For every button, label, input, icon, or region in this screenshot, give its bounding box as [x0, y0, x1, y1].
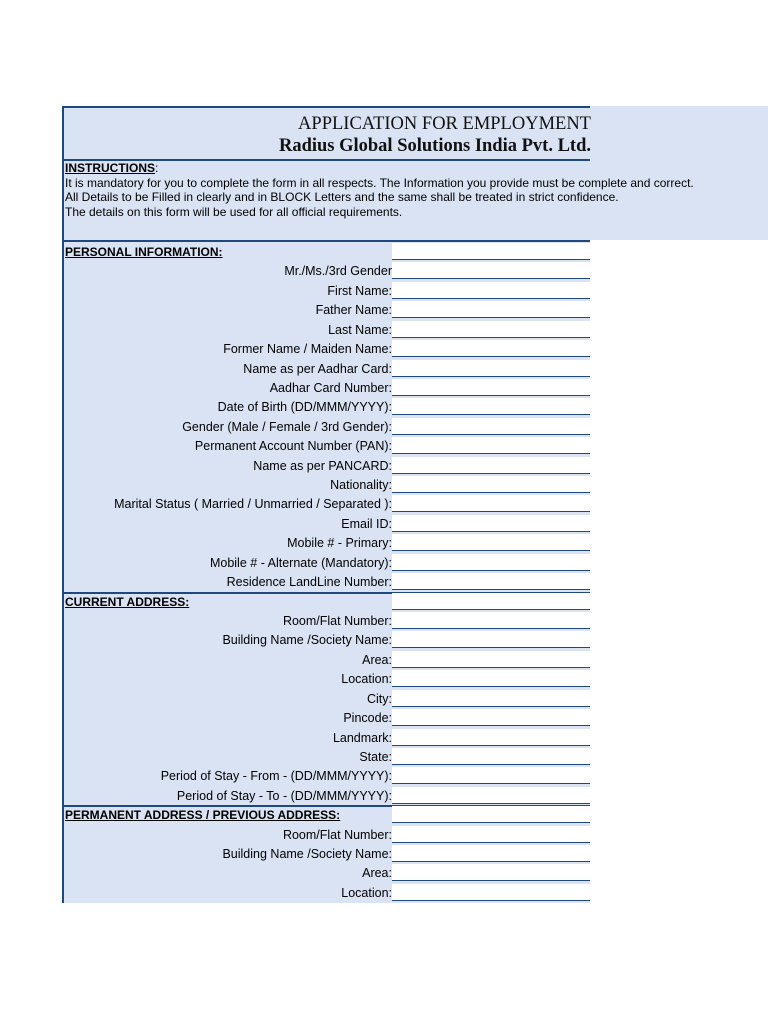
field-input[interactable]: [392, 709, 590, 726]
instruction-line: All Details to be Filled in clearly and in BLOCK Letters and the same shall be treated in strict confidence.: [65, 190, 619, 204]
field-label: Email ID:: [341, 516, 392, 531]
field-label: Building Name /Society Name:: [222, 633, 392, 648]
field-input[interactable]: [392, 495, 590, 512]
field-label: State:: [359, 749, 392, 764]
field-input[interactable]: [392, 787, 590, 804]
section-heading-field[interactable]: [392, 806, 590, 823]
field-label: Former Name / Maiden Name:: [223, 342, 392, 357]
field-input[interactable]: [392, 573, 590, 590]
field-label: First Name:: [327, 283, 392, 298]
section-heading-field[interactable]: [392, 243, 590, 260]
field-input[interactable]: [392, 418, 590, 435]
field-input[interactable]: [392, 884, 590, 901]
field-label: Aadhar Card Number:: [269, 380, 392, 395]
field-label: Residence LandLine Number:: [226, 575, 392, 590]
field-label: Landmark:: [332, 730, 392, 745]
field-label: Marital Status ( Married / Unmarried / Separated ):: [114, 497, 392, 512]
field-input[interactable]: [392, 301, 590, 318]
instructions-divider: [64, 240, 590, 242]
field-label: Last Name:: [328, 322, 392, 337]
instructions-block: [65, 161, 694, 219]
field-input[interactable]: [392, 340, 590, 357]
instructions-colon: :: [155, 161, 159, 175]
field-label: Mr./Ms./3rd Gender: [284, 264, 392, 279]
field-input[interactable]: [392, 534, 590, 551]
field-label: Name as per PANCARD:: [253, 458, 392, 473]
field-input[interactable]: [392, 670, 590, 687]
field-input[interactable]: [392, 651, 590, 668]
instruction-line: The details on this form will be used for all official requirements.: [65, 204, 403, 219]
field-input[interactable]: [392, 826, 590, 843]
field-label: Mobile # - Alternate (Mandatory):: [209, 555, 392, 570]
field-input[interactable]: [392, 748, 590, 765]
field-input[interactable]: [392, 398, 590, 415]
field-label: Pincode:: [343, 711, 392, 726]
field-label: Area:: [362, 866, 392, 881]
field-input[interactable]: [392, 282, 590, 299]
field-label: Room/Flat Number:: [282, 613, 392, 628]
instructions-heading: INSTRUCTIONS: [65, 161, 155, 175]
field-label: Location:: [341, 672, 392, 687]
field-input[interactable]: [392, 690, 590, 707]
field-input[interactable]: [392, 554, 590, 571]
field-label: City:: [367, 691, 392, 706]
field-input[interactable]: [392, 845, 590, 862]
field-label: Permanent Account Number (PAN):: [194, 439, 392, 454]
field-input[interactable]: [392, 767, 590, 784]
section-heading-current-address: CURRENT ADDRESS:: [65, 594, 190, 609]
field-input[interactable]: [392, 321, 590, 338]
field-input[interactable]: [392, 729, 590, 746]
application-form-sheet: [62, 106, 694, 903]
field-label: Room/Flat Number:: [282, 827, 392, 842]
field-input[interactable]: [392, 457, 590, 474]
company-name: Radius Global Solutions India Pvt. Ltd.: [278, 136, 591, 156]
section-heading-field[interactable]: [392, 593, 590, 610]
field-input[interactable]: [392, 379, 590, 396]
instruction-line: It is mandatory for you to complete the form in all respects. The Information you provide must be complete and correct.: [65, 175, 694, 190]
field-input[interactable]: [392, 631, 590, 648]
field-label: Name as per Aadhar Card:: [243, 361, 392, 376]
field-label: Date of Birth (DD/MMM/YYYY):: [217, 400, 392, 415]
field-label: Period of Stay - To - (DD/MMM/YYYY):: [176, 788, 392, 803]
field-input[interactable]: [392, 476, 590, 493]
field-label: Building Name /Society Name:: [222, 847, 392, 862]
field-label: Location:: [341, 885, 392, 900]
field-input[interactable]: [392, 437, 590, 454]
field-input[interactable]: [392, 612, 590, 629]
form-title: APPLICATION FOR EMPLOYMENT: [298, 114, 591, 134]
field-label: Period of Stay - From - (DD/MMM/YYYY):: [160, 769, 392, 784]
field-input[interactable]: [392, 864, 590, 881]
section-heading-personal: PERSONAL INFORMATION:: [65, 245, 223, 259]
field-label: Mobile # - Primary:: [287, 536, 392, 551]
instructions-heading-line: [65, 161, 694, 176]
section-heading-permanent-address: PERMANENT ADDRESS / PREVIOUS ADDRESS:: [65, 808, 341, 823]
field-input[interactable]: [392, 515, 590, 532]
field-label: Father Name:: [315, 303, 392, 318]
field-label: Nationality:: [330, 478, 392, 493]
field-input[interactable]: [392, 360, 590, 377]
field-label: Gender (Male / Female / 3rd Gender):: [182, 419, 392, 434]
field-input[interactable]: [392, 262, 590, 279]
field-label: Area:: [362, 652, 392, 667]
